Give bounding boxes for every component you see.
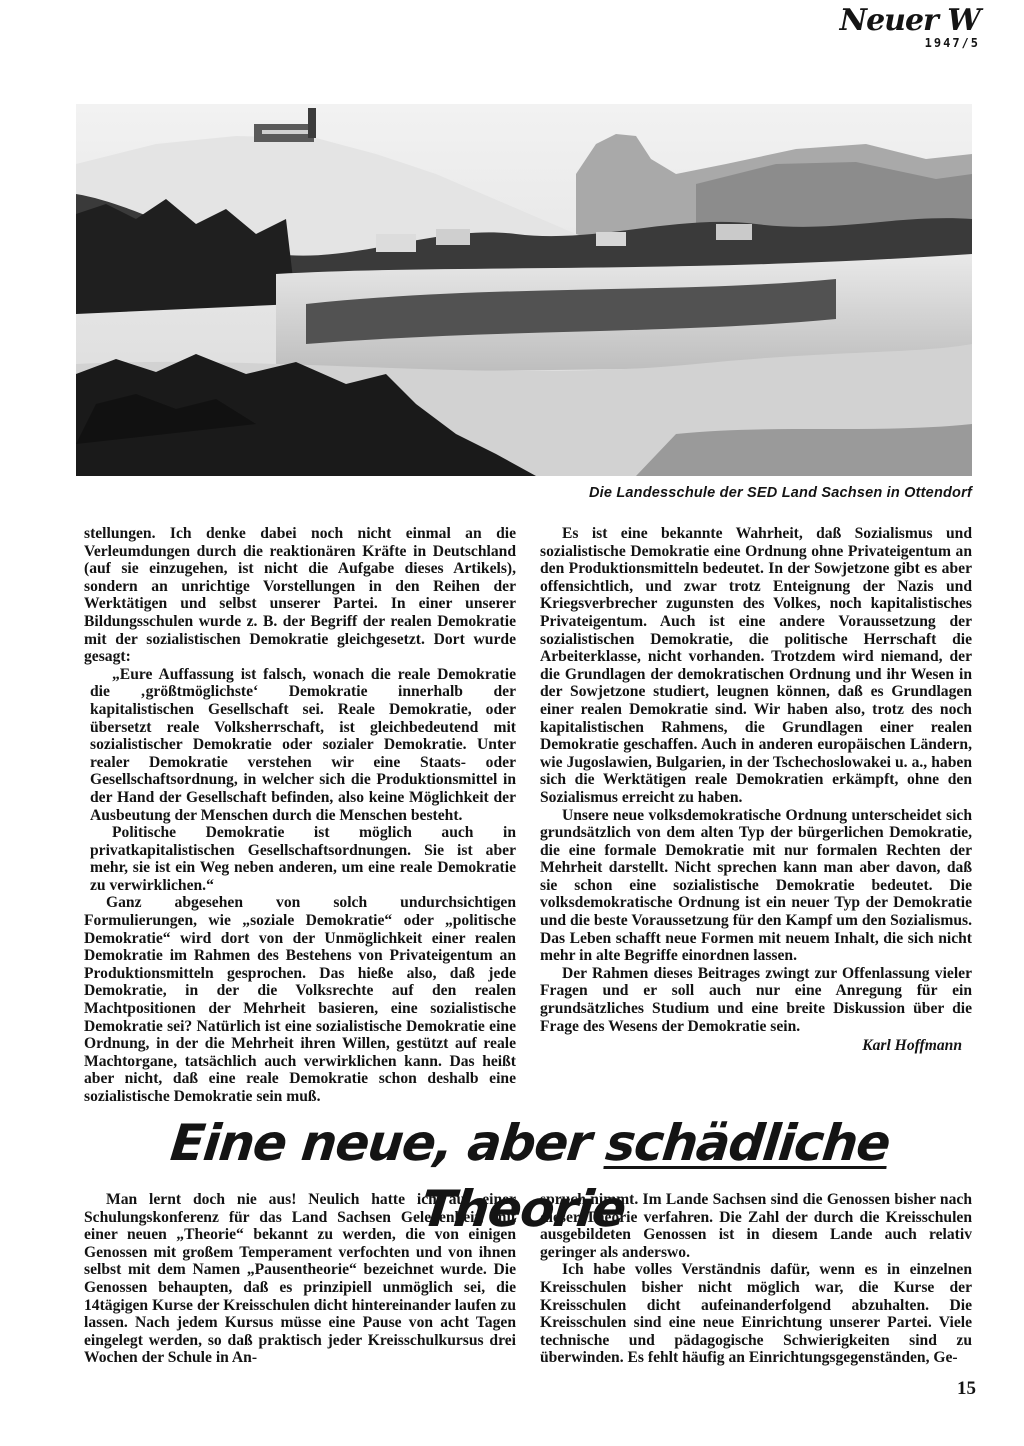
article1-author: Karl Hoffmann	[862, 1037, 962, 1055]
article1-paragraph: Es ist eine bekannte Wahrheit, daß Sozialismus und sozialistische Demokratie eine Ordnung ohne Privateigentum an den Produktionsmitteln bedeutet. In der Sowjetzone gibt es aber offensichtlich, und zwar trotz Enteignung der Nazis und Kriegsverbrecher zugunsten des Volkes, noch kapitalistisches Privateigentum. Auch ist eine andere Voraussetzung der sozialistischen Demokratie, die politische Herrschaft die Arbeiterklasse, nicht vorhanden. Trotzdem wird niemand, der die Grundlagen der demokratischen Ordnung und ihr Wesen in der Sowjetzone studiert, leugnen können, daß es Grundlagen einer realen Demokratie sind. Wir haben also, trotz des noch kapitalistischen Rahmens, die Grundlagen einer realen Demokratie geschaffen. Auch in anderen europäischen Ländern, wie Jugoslawien, Bulgarien, in der Tschechoslowakei u. a., haben sich die Werktätigen reale Demokratien erkämpft, ohne den Sozialismus erreicht zu haben.	[540, 525, 972, 806]
headline-part-underlined: schädliche	[603, 1114, 893, 1172]
article2-paragraph: Ich habe volles Verständnis dafür, wenn es in einzelnen Kreisschulen bisher nicht möglich war, die Kurse der Kreisschulen dicht aufeinanderfolgend abzuhalten. Die Kreisschulen sind eine neue Einrichtung unserer Partei. Viele technische und pädagogische Schwierigkeiten sind zu überwinden. Es fehlt häufig an Einrichtungsgegenständen, Ge-	[540, 1261, 972, 1367]
headline-part: Theorie	[418, 1180, 628, 1238]
article1-paragraph: Unsere neue volksdemokratische Ordnung unterscheidet sich grundsätzlich von dem alten Typ der bürgerlichen Demokratie, die eine formale Demokratie mit nur formalen Rechten der Mehrheit darstellt. Nicht sprechen kann man aber davon, daß sie schon eine sozialistische Demokratie bedeutet. Die volksdemokratische Ordnung ist ein neuer Typ der Demokratie und die beste Voraussetzung für den Kampf um den Sozialismus. Das Leben schafft neue Formen mit neuem Inhalt, die sich nicht mehr in alte Begriffe einordnen lassen.	[540, 806, 972, 965]
article1-column-left	[84, 525, 516, 1106]
article1-paragraph: Ganz abgesehen von solch undurchsichtigen Formulierungen, wie „soziale Demokratie“ oder „politische Demokratie“ wird dort von der Unmöglichkeit einer realen Demokratie im Rahmen des Bestehens von Privateigentum an Produktionsmitteln gesprochen. Das hieße also, daß jede Demokratie, in der die Volksrechte auf den realen Machtpositionen der Mehrheit basieren, eine sozialistische Demokratie sei? Natürlich ist eine sozialistische Demokratie eine Ordnung, in der die Mehrheit ihren Willen, gestützt auf reale Machtorgane, tatsächlich auch verwirklichen kann. Das heißt aber nicht, daß eine reale Demokratie schon deshalb eine sozialistische Demokratie sein muß.	[84, 894, 516, 1105]
article1-quote: Politische Demokratie ist möglich auch in privatkapitalistischen Gesellschaftsordnungen. Sie ist aber mehr, sie ist ein Weg neben anderen, um eine reale Demokratie zu verwirklichen.“	[90, 824, 516, 894]
article1-column-right	[540, 525, 972, 1055]
article1-paragraph: stellungen. Ich denke dabei noch nicht einmal an die Verleumdungen durch die reaktionären Kräfte in Deutschland (auf sie einzugehen, ist nicht die Aufgabe dieses Artikels), sondern an unrichtige Vorstellungen in den Reihen der Werktätigen und selbst unserer Partei. In einer unserer Bildungsschulen wurde z. B. der Begriff der realen Demokratie mit der sozialistischen Demokratie gleichgesetzt. Dort wurde gesagt:	[84, 525, 516, 666]
issue-number: 1947/5	[924, 36, 980, 50]
article1-paragraph: Der Rahmen dieses Beitrages zwingt zur Offenlassung vieler Fragen und er soll auch nur eine Anregung für ein grundsätzliches Studium und eine breite Diskussion über die Frage des Wesens der Demokratie sein.	[540, 964, 972, 1035]
masthead	[840, 4, 980, 50]
headline-part: Eine neue, aber	[167, 1114, 610, 1172]
article2-paragraph: spruch nimmt. Im Lande Sachsen sind die Genossen bisher nach dieser Theorie verfahren. Die Zahl der durch die Kreisschulen ausgebildeten Genossen ist in diesem Lande auch relativ geringer als anderswo.	[540, 1191, 972, 1261]
photo-caption: Die Landesschule der SED Land Sachsen in Ottendorf	[588, 485, 972, 501]
landscape-photo	[76, 104, 972, 476]
article2-column-right	[540, 1191, 972, 1367]
article2-column-left	[84, 1191, 516, 1367]
page-number: 15	[957, 1378, 976, 1399]
masthead-title: Neuer W	[839, 3, 980, 38]
article2-paragraph: Man lernt doch nie aus! Neulich hatte ich auf einer Schulungskonferenz für das Land Sachsen Gelegenheit, mit einer neuen „Theorie“ bekannt zu werden, die von einigen Genossen mit großem Temperament verfochten und von ihnen selbst mit dem Namen „Pausentheorie“ bezeichnet wurde. Die Genossen behaupten, daß es prinzipiell unmöglich sei, die 14tägigen Kurse der Kreisschulen dicht hintereinander laufen zu lassen. Nach jedem Kursus müsse eine Pause von acht Tagen eingelegt werden, so daß praktisch jeder Kreisschulkursus drei Wochen der Schule in An-	[84, 1191, 516, 1367]
article1-quote: „Eure Auffassung ist falsch, wonach die reale Demokratie die ‚größtmöglichste‘ Demokratie innerhalb der kapitalistischen Gesellschaft sei. Reale Demokratie, oder übersetzt reale Volksherrschaft, ist gleichbedeutend mit sozialistischer Demokratie oder sozialer Demokratie. Unter realer Demokratie verstehen wir eine Staats- oder Gesellschaftsordnung, in welcher sich die Produktionsmittel in der Hand der Gesellschaft befinden, also keine Möglichkeit der Ausbeutung der Menschen durch die Menschen besteht.	[90, 665, 516, 824]
